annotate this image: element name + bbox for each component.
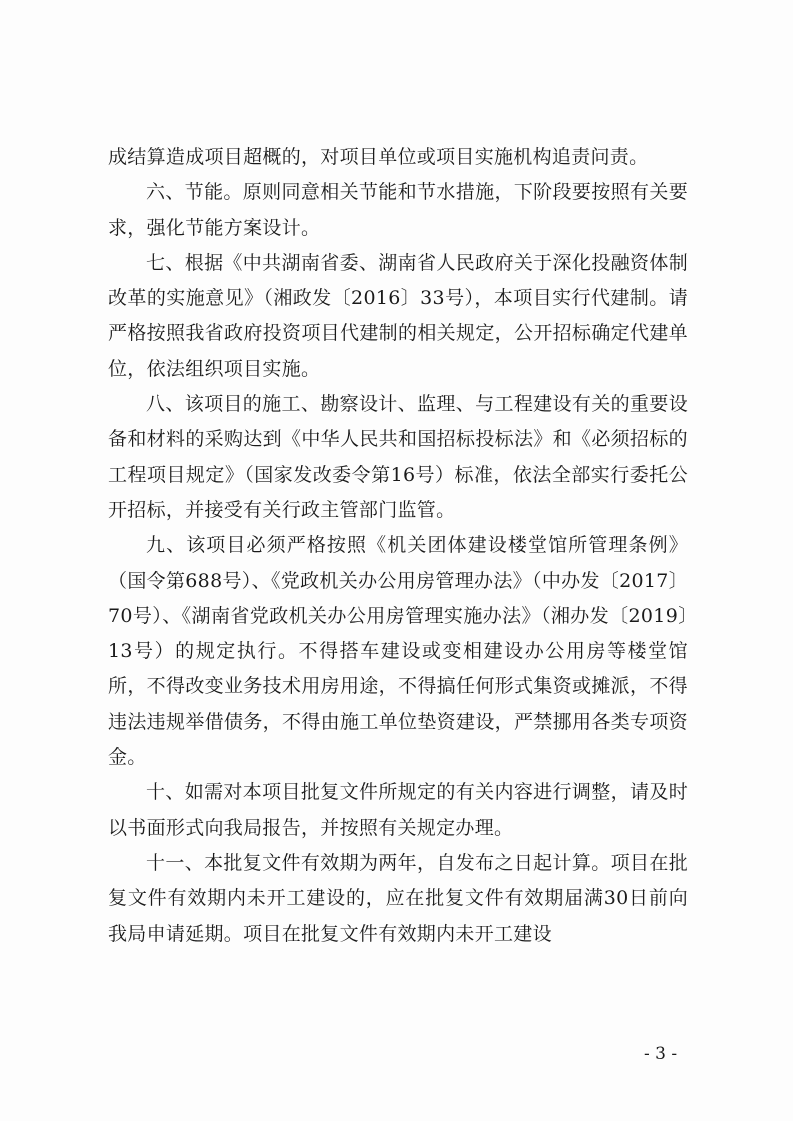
- paragraph-validity: 十一、本批复文件有效期为两年，自发布之日起计算。项目在批复文件有效期内未开工建设的，应在批复文件有效期届满30日前向我局申请延期。项目在批复文件有效期内未开工建设: [108, 851, 688, 945]
- document-body: [108, 140, 688, 952]
- paragraph-tendering: 八、该项目的施工、勘察设计、监理、与工程建设有关的重要设备和材料的采购达到《中华人民共和国招标投标法》和《必须招标的工程项目规定》（国家发改委令第16号）标准，依法全部实行委托公开招标，并接受有关行政主管部门监管。: [108, 393, 688, 521]
- paragraph-continuation: 成结算造成项目超概的，对项目单位或项目实施机构追责问责。: [108, 146, 649, 168]
- paragraph-agent-construction: 七、根据《中共湖南省委、湖南省人民政府关于深化投融资体制改革的实施意见》（湘政发〔2016〕33号），本项目实行代建制。请严格按照我省政府投资项目代建制的相关规定，公开招标确定代建单位，依法组织项目实施。: [108, 251, 688, 380]
- paragraph-office-regulations: 九、该项目必须严格按照《机关团体建设楼堂馆所管理条例》（国令第688号）、《党政机关办公用房管理办法》（中办发〔2017〕70号）、《湖南省党政机关办公用房管理实施办法》（湘办发〔2019〕13号）的规定执行。不得搭车建设或变相建设办公用房等楼堂馆所，不得改变业务技术用房用途，不得搞任何形式集资或摊派，不得违法违规举借债务，不得由施工单位垫资建设，严禁挪用各类专项资金。: [108, 534, 688, 769]
- page-number: - 3 -: [644, 1044, 678, 1064]
- paragraph-energy-saving: 六、节能。原则同意相关节能和节水措施，下阶段要按照有关要求，强化节能方案设计。: [108, 181, 688, 239]
- paragraph-adjustment: 十、如需对本项目批复文件所规定的有关内容进行调整，请及时以书面形式向我局报告，并按照有关规定办理。: [108, 781, 688, 839]
